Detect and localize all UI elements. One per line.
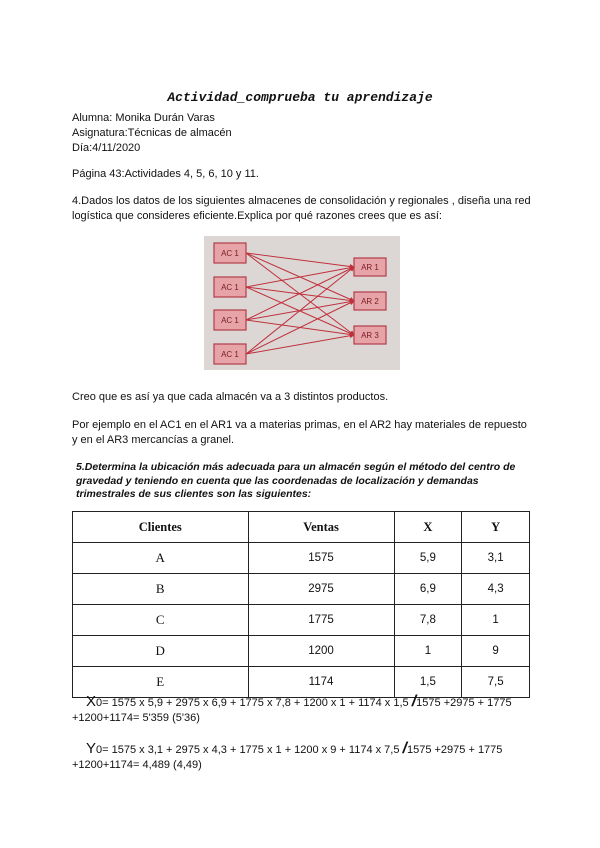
svg-text:AC 1: AC 1: [221, 350, 239, 359]
formula-x: [72, 694, 532, 726]
cell-x: 1,5: [394, 667, 462, 698]
formula-y-numerator: = 1575 x 3,1 + 2975 x 4,3 + 1775 x 1 + 1200 x 9 + 1174 x 7,5: [102, 744, 403, 756]
ar-node: [354, 258, 386, 276]
svg-text:AR 2: AR 2: [361, 297, 379, 306]
svg-text:AR 3: AR 3: [361, 331, 379, 340]
cell-client: B: [73, 574, 249, 605]
ac-node: [214, 344, 246, 364]
subject: Asignatura:Técnicas de almacén: [72, 127, 232, 139]
table-row: [73, 543, 530, 574]
network-arrow: [246, 267, 354, 287]
cell-sales: 1174: [248, 667, 394, 698]
page-activities: Página 43:Actividades 4, 5, 6, 10 y 11.: [72, 168, 259, 180]
cell-y: 3,1: [462, 543, 530, 574]
svg-text:AC 1: AC 1: [221, 249, 239, 258]
svg-text:AC 1: AC 1: [221, 316, 239, 325]
ac-node: [214, 243, 246, 263]
consolidation-warehouses: [214, 243, 246, 364]
formula-x-divider: /: [411, 693, 417, 710]
cell-y: 1: [462, 605, 530, 636]
table-row: [73, 574, 530, 605]
network-svg: [204, 236, 400, 370]
network-arrow: [246, 335, 354, 354]
ac-node: [214, 277, 246, 297]
cell-x: 7,8: [394, 605, 462, 636]
network-arrow: [246, 267, 354, 354]
header-y: Y: [462, 512, 530, 543]
ac-node: [214, 310, 246, 330]
answer-4-example: Por ejemplo en el AC1 en el AR1 va a materias primas, en el AR2 hay materiales de repuesto y en el AR3 mercancías a granel.: [72, 419, 527, 446]
table-row: [73, 605, 530, 636]
clients-table: [72, 511, 530, 698]
ar-node: [354, 326, 386, 344]
cell-sales: 2975: [248, 574, 394, 605]
cell-y: 4,3: [462, 574, 530, 605]
formula-y-divider: /: [402, 740, 407, 757]
student-name: Alumna: Monika Durán Varas: [72, 112, 215, 124]
question-5: 5.Determina la ubicación más adecuada para un almacén según el método del centro de gravedad y teniendo en cuenta que las coordenadas de localización y demandas trimestrales de sus clientes son las siguientes:: [76, 461, 516, 500]
header-ventas: Ventas: [248, 512, 394, 543]
table-row: [73, 667, 530, 698]
cell-client: D: [73, 636, 249, 667]
date: Día:4/11/2020: [72, 142, 141, 154]
answer-4-reason: Creo que es así ya que cada almacén va a 3 distintos productos.: [72, 391, 389, 403]
cell-sales: 1575: [248, 543, 394, 574]
ar-node: [354, 292, 386, 310]
svg-text:AR 1: AR 1: [361, 263, 379, 272]
cell-x: 1: [394, 636, 462, 667]
cell-sales: 1200: [248, 636, 394, 667]
formula-x-numerator: = 1575 x 5,9 + 2975 x 6,9 + 1775 x 7,8 + 1200 x 1 + 1174 x 1,5: [102, 697, 412, 709]
formula-x-denominator: 1575 +2975 + 1775 +1200+1174= 5'359 (5'36): [72, 697, 512, 724]
cell-y: 9: [462, 636, 530, 667]
cell-x: 6,9: [394, 574, 462, 605]
formula-x-label: X: [86, 693, 97, 710]
logistics-network-diagram: [204, 236, 400, 370]
network-arrows: [246, 253, 354, 354]
cell-x: 5,9: [394, 543, 462, 574]
cell-client: E: [73, 667, 249, 698]
header-clientes: Clientes: [73, 512, 249, 543]
cell-client: A: [73, 543, 249, 574]
formula-x-subscript: 0: [96, 697, 103, 709]
formula-y-denominator: 1575 +2975 + 1775 +1200+1174= 4,489 (4,49): [72, 744, 503, 771]
cell-sales: 1775: [248, 605, 394, 636]
document-title: Actividad_comprueba tu aprendizaje: [167, 90, 433, 105]
svg-text:AC 1: AC 1: [221, 283, 239, 292]
table-row: [73, 636, 530, 667]
cell-client: C: [73, 605, 249, 636]
question-4: 4.Dados los datos de los siguientes almacenes de consolidación y regionales , diseña una red logística que consideres eficiente.Explica por qué razones crees que es así:: [72, 195, 531, 222]
formula-y-subscript: 0: [96, 744, 103, 756]
header-x: X: [394, 512, 462, 543]
regional-warehouses: [354, 258, 386, 344]
table-header-row: [73, 512, 530, 543]
formula-y: [72, 741, 532, 773]
cell-y: 7,5: [462, 667, 530, 698]
formula-y-label: Y: [86, 740, 97, 757]
